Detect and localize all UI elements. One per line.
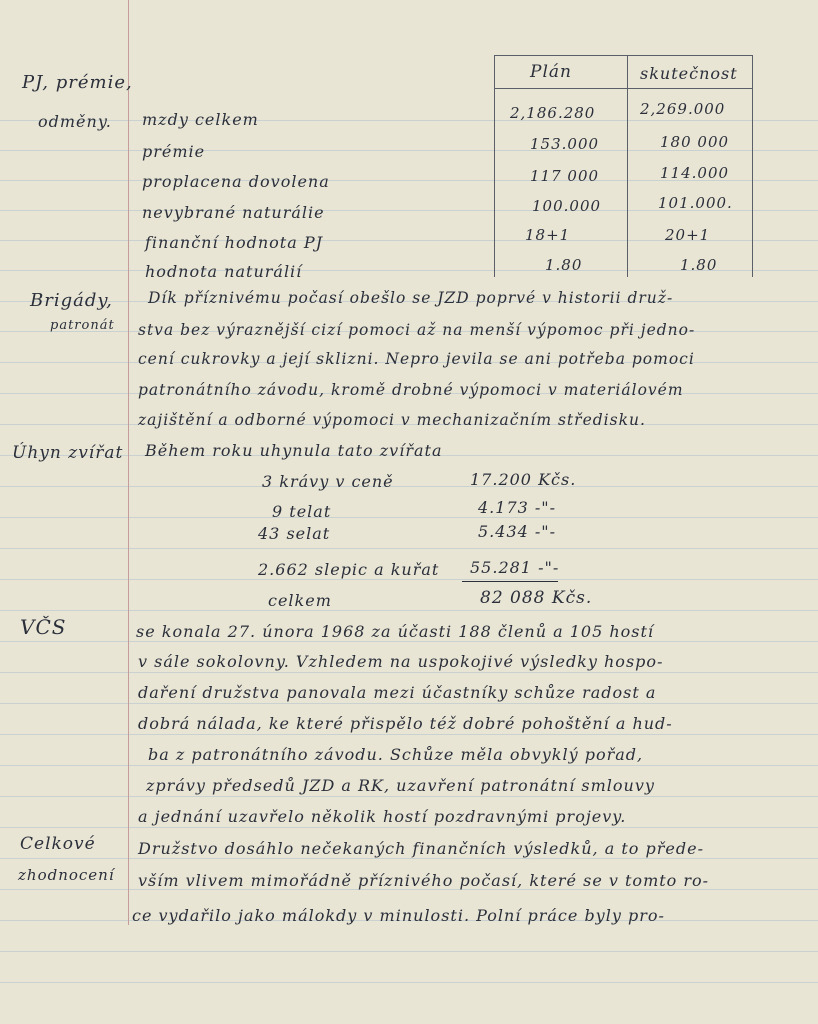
table-row-plan: 153.000 (530, 135, 600, 153)
margin-label-patronat: patronát (50, 318, 115, 333)
table-row-plan: 117 000 (530, 167, 600, 185)
uhyn-value: 5.434 -"- (478, 522, 557, 541)
margin-label-zhodnoceni: zhodnocení (18, 866, 115, 884)
uhyn-item: 9 telat (272, 502, 332, 521)
table-row-label: finanční hodnota PJ (145, 233, 324, 252)
vcs-text-line: dobrá nálada, ke které přispělo též dobré pohoštění a hud- (138, 714, 673, 733)
vcs-text-line: zprávy předsedů JZD a RK, uzavření patronátní smlouvy (146, 776, 655, 795)
vcs-text-line: daření družstva panovala mezi účastníky schůze radost a (138, 683, 657, 702)
uhyn-value: 17.200 Kčs. (470, 470, 577, 489)
margin-label-brigady: Brigády, (30, 290, 113, 311)
table-row-actual: 2,269.000 (640, 100, 726, 118)
table-row-actual: 20+1 (665, 226, 711, 244)
table-row-actual: 1.80 (680, 256, 718, 274)
vcs-text-line: a jednání uzavřelo několik hostí pozdravnými projevy. (138, 807, 627, 826)
table-row-label: mzdy celkem (142, 110, 259, 129)
margin-label-pj: PJ, prémie, (22, 72, 133, 93)
uhyn-item: 3 krávy v ceně (262, 472, 394, 491)
vcs-text-line: ba z patronátního závodu. Schůze měla obvyklý pořad, (148, 745, 644, 764)
vcs-text-line: v sále sokolovny. Vzhledem na uspokojivé výsledky hospo- (138, 652, 664, 671)
table-row-actual: 180 000 (660, 133, 730, 151)
table-row-label: hodnota naturálií (145, 262, 303, 281)
table-frame-top (494, 55, 752, 56)
brigady-text-line: zajištění a odborné výpomoci v mechanizačním středisku. (138, 411, 646, 429)
table-row-actual: 101.000. (658, 194, 733, 212)
table-row-label: proplacena dovolena (142, 172, 330, 191)
table-row-plan: 100.000 (532, 197, 602, 215)
margin-label-celkove: Celkové (20, 834, 96, 854)
celkove-text-line: vším vlivem mimořádně příznivého počasí, které se v tomto ro- (138, 871, 710, 890)
brigady-text-line: stva bez výraznější cizí pomoci až na menší výpomoc při jedno- (138, 321, 696, 339)
uhyn-value: 82 088 Kčs. (480, 588, 593, 608)
table-row-label: nevybrané naturálie (142, 203, 325, 222)
uhyn-item: 2.662 slepic a kuřat (258, 560, 440, 579)
table-row-plan: 18+1 (525, 226, 571, 244)
table-row-label: prémie (142, 142, 206, 161)
celkove-text-line: ce vydařilo jako málokdy v minulosti. Polní práce byly pro- (132, 906, 665, 925)
brigady-text-line: cení cukrovky a její sklizni. Nepro jevila se ani potřeba pomoci (138, 350, 695, 368)
table-row-actual: 114.000 (660, 164, 730, 182)
margin-label-uhyn: Úhyn zvířat (12, 443, 124, 463)
table-header-plan: Plán (530, 62, 572, 82)
margin-line (128, 0, 129, 925)
vcs-text-line: se konala 27. února 1968 za účasti 188 členů a 105 hostí (136, 622, 655, 641)
margin-label-odmeny: odměny. (38, 112, 112, 131)
brigady-text-line: patronátního závodu, kromě drobné výpomoci v materiálovém (138, 381, 684, 399)
table-header-line (494, 88, 752, 89)
uhyn-intro: Během roku uhynula tato zvířata (145, 441, 443, 460)
table-header-actual: skutečnost (640, 64, 738, 83)
brigady-text-line: Dík příznivému počasí obešlo se JZD poprvé v historii druž- (148, 289, 674, 307)
uhyn-value: 4.173 -"- (478, 498, 557, 517)
celkove-text-line: Družstvo dosáhlo nečekaných finančních výsledků, a to přede- (138, 839, 704, 858)
margin-label-vcs: VČS (20, 615, 67, 639)
table-row-plan: 2,186.280 (510, 104, 596, 122)
uhyn-value: 55.281 -"- (470, 558, 560, 577)
table-row-plan: 1.80 (545, 256, 583, 274)
uhyn-item: 43 selat (258, 524, 331, 543)
table-frame-right (752, 55, 753, 277)
uhyn-sum-line (462, 581, 558, 582)
uhyn-item: celkem (268, 591, 332, 610)
